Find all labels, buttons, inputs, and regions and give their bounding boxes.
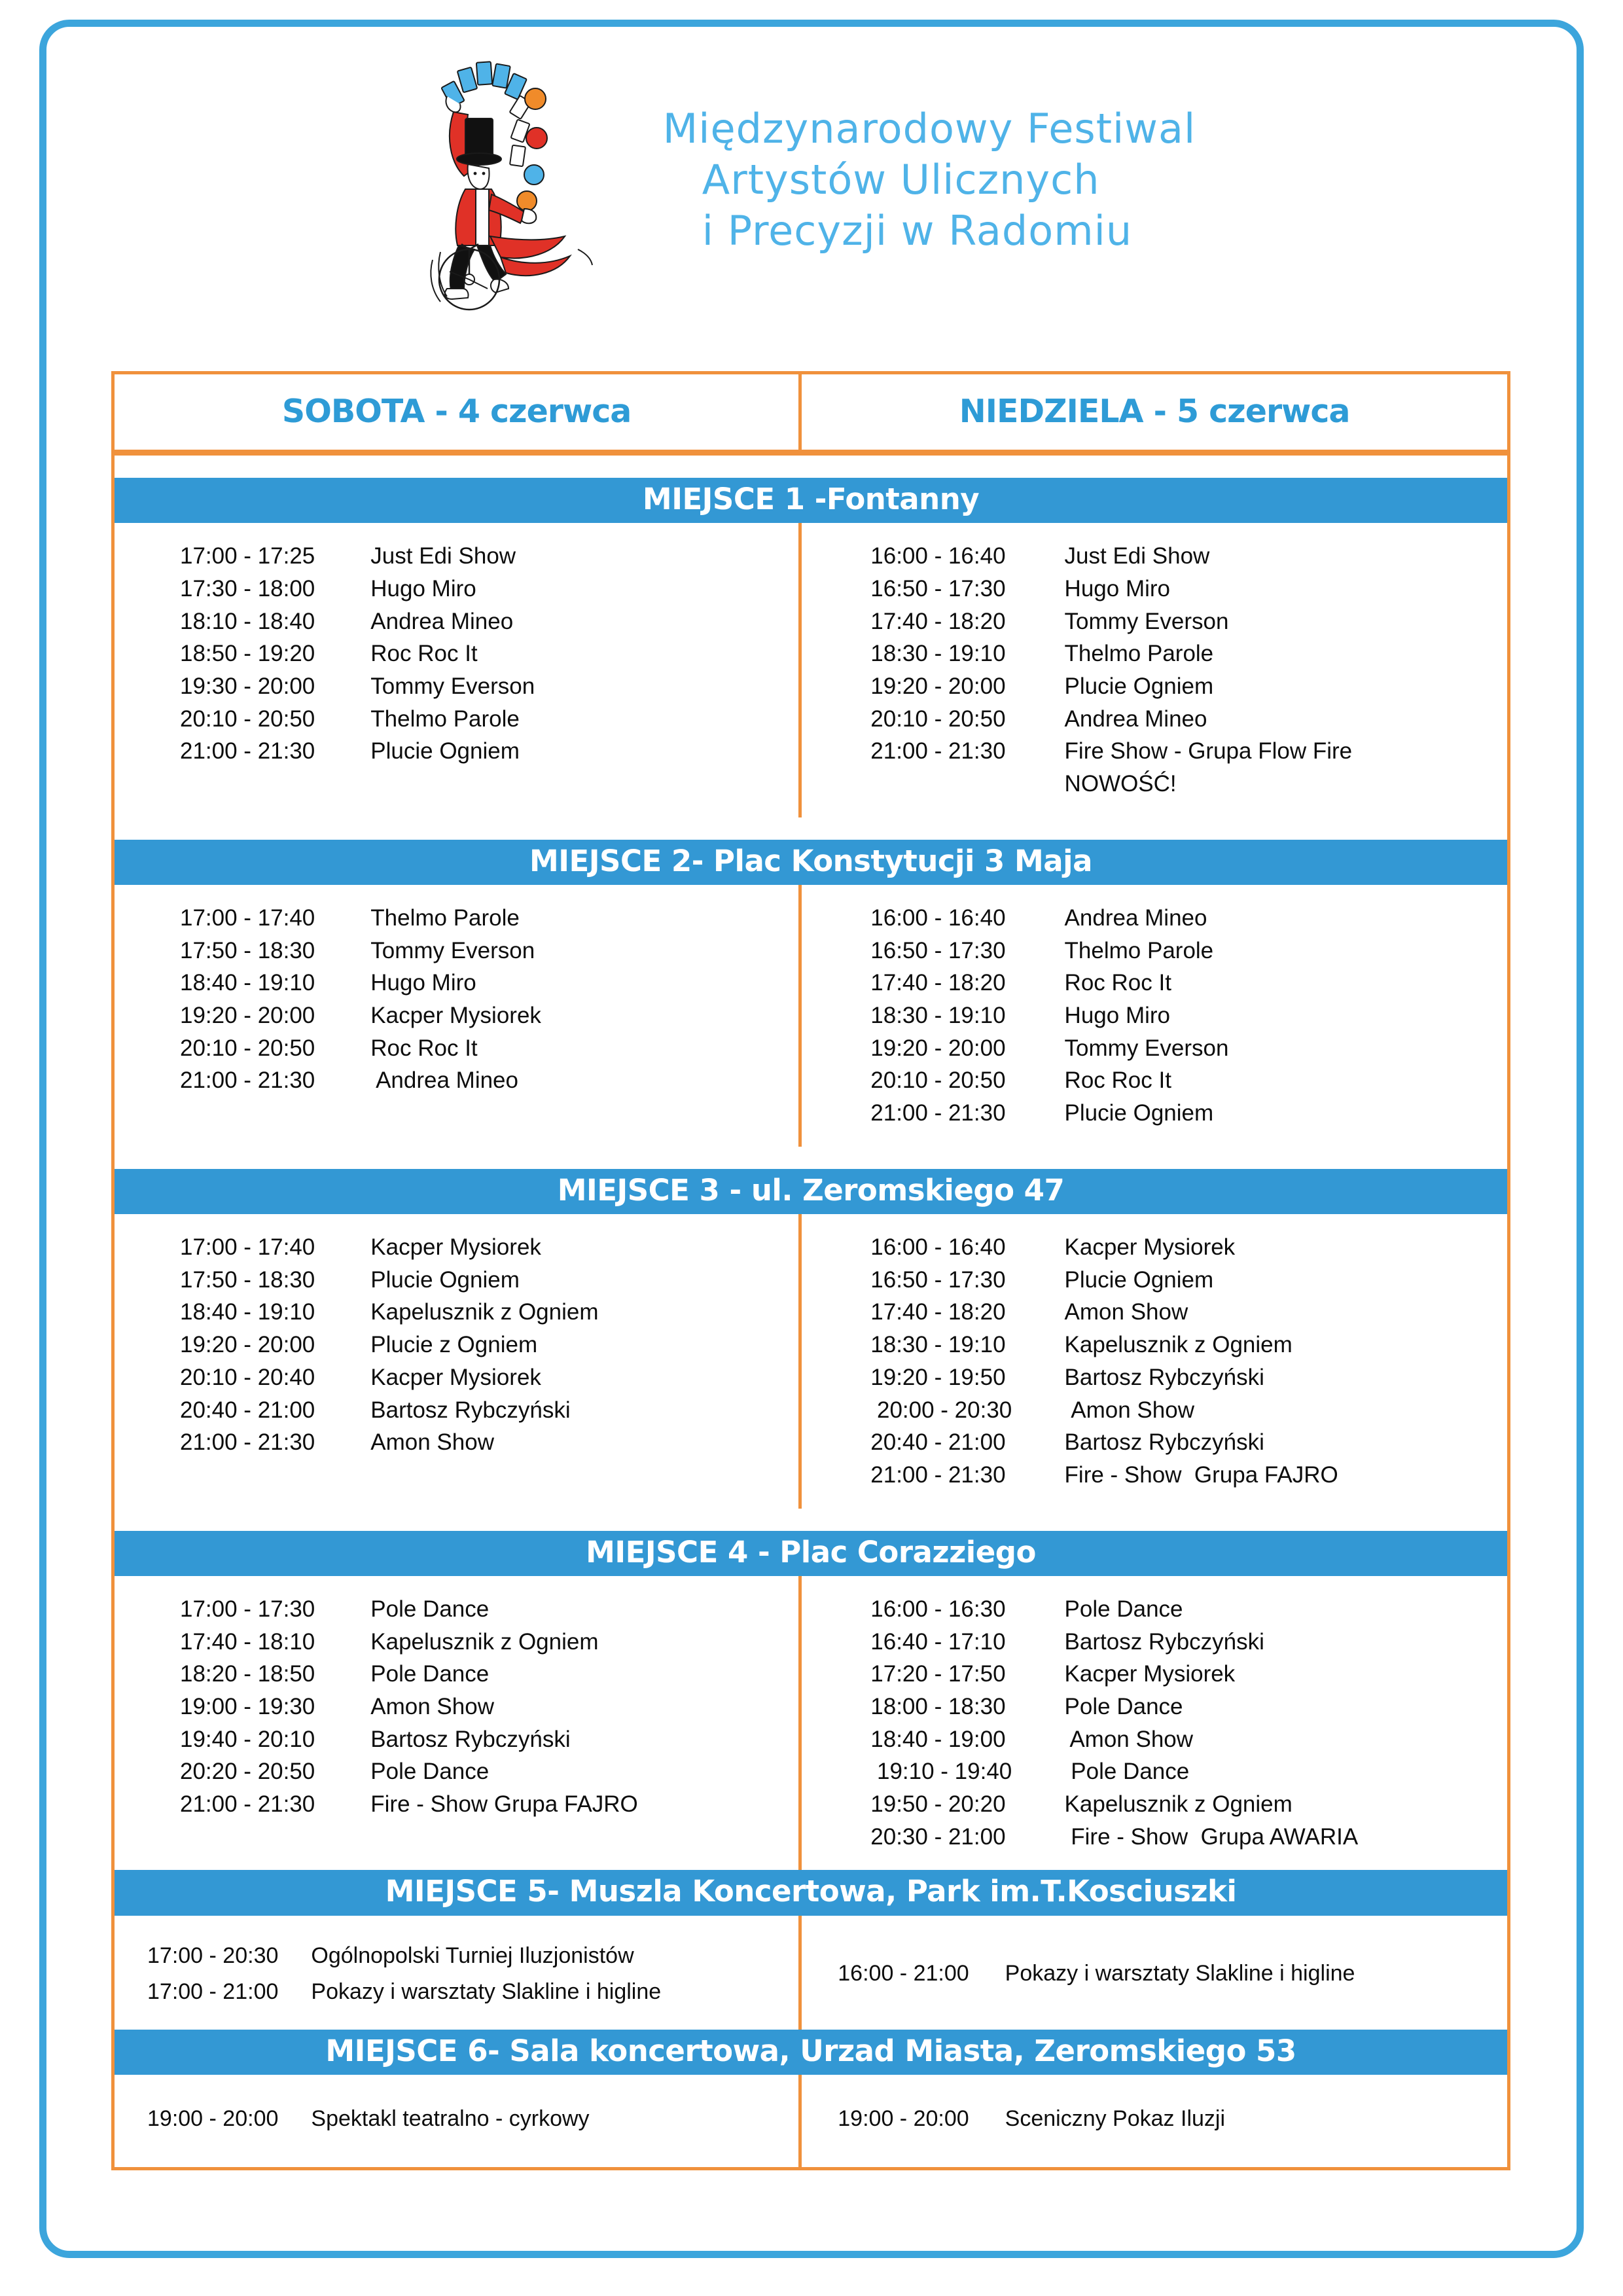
schedule-row [802,1821,1507,1854]
event-time: 17:00 - 20:30 [147,1943,279,1968]
event-act: Kapelusznik z Ogniem [370,1628,599,1655]
event-time: 21:00 - 21:30 [870,1100,1006,1126]
event-time: 19:30 - 20:00 [180,673,315,699]
schedule-row [802,1361,1507,1394]
venue-column-sunday [798,523,1507,817]
event-time: 21:00 - 21:30 [870,738,1006,764]
event-time: 16:40 - 17:10 [870,1628,1006,1655]
schedule-row [802,605,1507,638]
event-act: Roc Roc It [370,641,478,667]
event-time: 17:40 - 18:20 [870,608,1006,634]
day-header-sunday: NIEDZIELA - 5 czerwca [798,374,1507,450]
schedule-row [115,935,798,967]
event-act: Pole Dance [370,1661,490,1687]
schedule-row [115,1723,798,1756]
event-act: Pole Dance [370,1596,490,1622]
event-act: Roc Roc It [370,1035,478,1061]
schedule-row [115,1329,798,1361]
venue-gap [115,456,1507,478]
event-act: Amon Show [370,1693,494,1719]
event-act: Thelmo Parole [1064,937,1214,963]
schedule-row [115,1788,798,1821]
schedule-row [115,735,798,768]
schedule-row [115,1426,798,1459]
schedule-row [802,1264,1507,1297]
event-time: 17:30 - 18:00 [180,575,315,601]
title-line-1: Międzynarodowy Festiwal [662,104,1196,152]
event-act: Amon Show [1064,1726,1194,1752]
venue-band: MIEJSCE 1 -Fontanny [115,478,1507,523]
event-act: Tommy Everson [1064,1035,1229,1061]
event-time: 19:20 - 19:50 [870,1364,1006,1390]
schedule-row [115,1938,798,1974]
schedule-row [802,1788,1507,1821]
venue-column-sunday [798,1916,1507,2030]
event-act: Fire - Show Grupa FAJRO [370,1791,638,1817]
schedule-row [802,1296,1507,1329]
event-time: 20:10 - 20:50 [870,1067,1006,1094]
event-time: 18:50 - 19:20 [180,641,315,667]
event-act: Fire - Show Grupa FAJRO [1064,1462,1338,1488]
schedule-row [802,902,1507,935]
event-act: Fire Show - Grupa Flow Fire NOWOŚĆ! [1064,738,1353,797]
venue-schedule-body [115,1916,1507,2030]
event-time: 19:00 - 20:00 [838,2106,969,2131]
event-act: Andrea Mineo [370,608,514,634]
schedule-row [802,1329,1507,1361]
event-act: Pole Dance [1064,1693,1183,1719]
schedule-row [115,670,798,703]
schedule-row [115,1394,798,1427]
event-act: Hugo Miro [370,575,476,601]
event-act: Pole Dance [370,1759,490,1785]
venue-schedule-body [115,523,1507,817]
venue-column-saturday [115,1214,798,1509]
event-time: 20:30 - 21:00 [870,1823,1006,1850]
venue-column-saturday [115,1916,798,2030]
schedule-row [802,1723,1507,1756]
event-act: Kacper Mysiorek [370,1003,541,1029]
juggler-on-unicycle-icon [427,49,643,311]
schedule-row [802,1032,1507,1065]
event-time: 20:10 - 20:50 [870,706,1006,732]
event-time: 21:00 - 21:30 [870,1462,1006,1488]
event-time: 17:50 - 18:30 [180,937,315,963]
event-act: Bartosz Rybczyński [1064,1364,1264,1390]
schedule-row [115,573,798,605]
event-act: Kapelusznik z Ogniem [1064,1332,1293,1358]
event-time: 20:10 - 20:50 [180,1035,315,1061]
venue-gap [115,1509,1507,1531]
event-act: Pokazy i warsztaty Slakline i higline [311,1979,662,2004]
venue-band: MIEJSCE 6- Sala koncertowa, Urzad Miasta, Zeromskiego 53 [115,2030,1507,2075]
venue-band: MIEJSCE 4 - Plac Corazziego [115,1531,1507,1576]
event-act: Plucie Ogniem [370,1266,520,1293]
event-time: 16:00 - 16:40 [870,1234,1006,1261]
schedule-row [802,1097,1507,1130]
schedule-row [802,670,1507,703]
event-act: Kacper Mysiorek [1064,1234,1236,1261]
schedule-row [115,1361,798,1394]
event-time: 19:20 - 20:00 [870,1035,1006,1061]
event-time: 19:10 - 19:40 [870,1759,1012,1785]
event-time: 17:40 - 18:20 [870,970,1006,996]
poster-header [0,26,1623,334]
venue-band: MIEJSCE 5- Muszla Koncertowa, Park im.T.Kosciuszki [115,1870,1507,1915]
event-time: 20:10 - 20:50 [180,706,315,732]
title-line-3: i Precyzji w Radomiu [702,207,1133,255]
event-time: 19:20 - 20:00 [180,1332,315,1358]
event-time: 21:00 - 21:30 [180,1067,315,1094]
event-time: 19:20 - 20:00 [870,673,1006,699]
event-act: Amon Show [370,1429,494,1456]
event-time: 17:00 - 21:00 [147,1979,279,2004]
event-act: Andrea Mineo [1064,706,1207,732]
event-time: 21:00 - 21:30 [180,1429,315,1456]
event-act: Plucie z Ogniem [370,1332,538,1358]
event-time: 17:00 - 17:40 [180,905,315,931]
schedule-row [115,1658,798,1691]
schedule-row [115,1626,798,1659]
event-time: 17:00 - 17:25 [180,543,315,569]
schedule-row [115,1231,798,1264]
schedule-row [802,1956,1507,1992]
event-act: Plucie Ogniem [1064,1266,1214,1293]
event-act: Thelmo Parole [1064,641,1214,667]
schedule-row [115,605,798,638]
event-time: 17:40 - 18:10 [180,1628,315,1655]
venue-column-saturday [115,2075,798,2167]
schedule-table [111,371,1510,2170]
venue-column-saturday [115,885,798,1147]
event-act: Kapelusznik z Ogniem [1064,1791,1293,1817]
event-time: 20:20 - 20:50 [180,1759,315,1785]
event-time: 21:00 - 21:30 [180,1791,315,1817]
event-time: 21:00 - 21:30 [180,738,315,764]
event-act: Pole Dance [1071,1759,1190,1785]
venue-gap [115,817,1507,840]
event-act: Bartosz Rybczyński [1064,1628,1264,1655]
schedule-row [115,1691,798,1723]
schedule-row [115,1064,798,1097]
event-act: Bartosz Rybczyński [370,1726,571,1752]
schedule-row [115,1296,798,1329]
event-act: Bartosz Rybczyński [370,1397,571,1423]
venue-schedule-body [115,2075,1507,2167]
day-header-row [115,374,1507,456]
schedule-row [802,1064,1507,1097]
event-act: Hugo Miro [370,970,476,996]
event-time: 17:00 - 17:30 [180,1596,315,1622]
event-act: Spektakl teatralno - cyrkowy [311,2106,590,2131]
event-act: Hugo Miro [1064,1003,1170,1029]
event-act: Kacper Mysiorek [370,1364,541,1390]
schedule-row [802,637,1507,670]
schedule-row [115,999,798,1032]
schedule-row [802,540,1507,573]
schedule-row [802,1459,1507,1492]
schedule-row [802,703,1507,736]
event-act: Roc Roc It [1064,970,1171,996]
event-time: 18:20 - 18:50 [180,1661,315,1687]
event-time: 18:30 - 19:10 [870,1332,1006,1358]
event-time: 19:00 - 19:30 [180,1693,315,1719]
event-act: Sceniczny Pokaz Iluzji [1005,2106,1226,2131]
event-time: 16:00 - 16:40 [870,543,1006,569]
venue-schedule-body [115,885,1507,1147]
event-act: Plucie Ogniem [1064,1100,1214,1126]
event-act: Plucie Ogniem [1064,673,1214,699]
event-act: Pokazy i warsztaty Slakline i higline [1005,1961,1355,1986]
event-act: Thelmo Parole [370,706,520,732]
event-time: 18:30 - 19:10 [870,641,1006,667]
schedule-row [802,1626,1507,1659]
schedule-row [802,935,1507,967]
event-time: 20:10 - 20:40 [180,1364,315,1390]
schedule-row [802,735,1507,800]
event-act: Thelmo Parole [370,905,520,931]
venue-sections [115,456,1507,2167]
schedule-row [115,967,798,999]
event-time: 17:00 - 17:40 [180,1234,315,1261]
event-time: 20:40 - 21:00 [870,1429,1006,1456]
event-time: 16:50 - 17:30 [870,937,1006,963]
event-time: 18:10 - 18:40 [180,608,315,634]
schedule-row [802,2101,1507,2137]
venue-band: MIEJSCE 3 - ul. Zeromskiego 47 [115,1169,1507,1214]
festival-title [663,103,1196,257]
title-line-2: Artystów Ulicznych [702,155,1100,204]
schedule-row [802,1394,1507,1427]
event-time: 18:00 - 18:30 [870,1693,1006,1719]
venue-column-sunday [798,885,1507,1147]
venue-column-sunday [798,1214,1507,1509]
schedule-row [802,1658,1507,1691]
event-act: Kacper Mysiorek [370,1234,541,1261]
event-time: 17:40 - 18:20 [870,1299,1006,1325]
schedule-row [802,573,1507,605]
event-act: Just Edi Show [1064,543,1210,569]
event-act: Bartosz Rybczyński [1064,1429,1264,1456]
venue-column-sunday [798,1576,1507,1871]
event-time: 18:40 - 19:10 [180,1299,315,1325]
event-act: Fire - Show Grupa AWARIA [1064,1823,1359,1850]
schedule-row [115,637,798,670]
event-time: 17:50 - 18:30 [180,1266,315,1293]
venue-schedule-body [115,1214,1507,1509]
event-act: Plucie Ogniem [370,738,520,764]
venue-schedule-body [115,1576,1507,1871]
event-time: 16:00 - 21:00 [838,1961,969,1986]
event-time: 19:20 - 20:00 [180,1003,315,1029]
schedule-row [802,1691,1507,1723]
schedule-row [115,1755,798,1788]
schedule-row [115,902,798,935]
schedule-row [802,1755,1507,1788]
event-time: 18:40 - 19:00 [870,1726,1006,1752]
day-header-saturday: SOBOTA - 4 czerwca [281,393,632,430]
event-time: 16:50 - 17:30 [870,575,1006,601]
event-time: 19:50 - 20:20 [870,1791,1006,1817]
event-time: 19:00 - 20:00 [147,2106,279,2131]
event-time: 20:40 - 21:00 [180,1397,315,1423]
event-act: Tommy Everson [370,937,535,963]
event-act: Kacper Mysiorek [1064,1661,1236,1687]
schedule-row [115,2101,798,2137]
venue-column-saturday [115,1576,798,1871]
venue-column-saturday [115,523,798,817]
event-time: 18:40 - 19:10 [180,970,315,996]
event-act: Pole Dance [1064,1596,1183,1622]
venue-gap [115,1147,1507,1169]
event-time: 20:00 - 20:30 [870,1397,1012,1423]
event-time: 18:30 - 19:10 [870,1003,1006,1029]
event-act: Ogólnopolski Turniej Iluzjonistów [311,1943,634,1968]
event-time: 17:20 - 17:50 [870,1661,1006,1687]
schedule-row [802,1426,1507,1459]
event-time: 16:50 - 17:30 [870,1266,1006,1293]
event-act: Hugo Miro [1064,575,1170,601]
schedule-row [802,1593,1507,1626]
event-act: Amon Show [1064,1299,1188,1325]
event-act: Tommy Everson [370,673,535,699]
event-act: Andrea Mineo [370,1067,518,1094]
schedule-row [802,999,1507,1032]
schedule-row [115,1974,798,2010]
venue-column-sunday [798,2075,1507,2167]
event-act: Andrea Mineo [1064,905,1207,931]
event-time: 19:40 - 20:10 [180,1726,315,1752]
event-time: 16:00 - 16:40 [870,905,1006,931]
schedule-row [115,1593,798,1626]
schedule-row [115,1032,798,1065]
event-act: Tommy Everson [1064,608,1229,634]
event-act: Amon Show [1071,1397,1194,1423]
event-act: Roc Roc It [1064,1067,1171,1094]
venue-band: MIEJSCE 2- Plac Konstytucji 3 Maja [115,840,1507,885]
event-act: Kapelusznik z Ogniem [370,1299,599,1325]
schedule-row [802,1231,1507,1264]
schedule-row [802,967,1507,999]
event-time: 16:00 - 16:30 [870,1596,1006,1622]
schedule-row [115,1264,798,1297]
schedule-row [115,540,798,573]
event-act: Just Edi Show [370,543,516,569]
schedule-row [115,703,798,736]
